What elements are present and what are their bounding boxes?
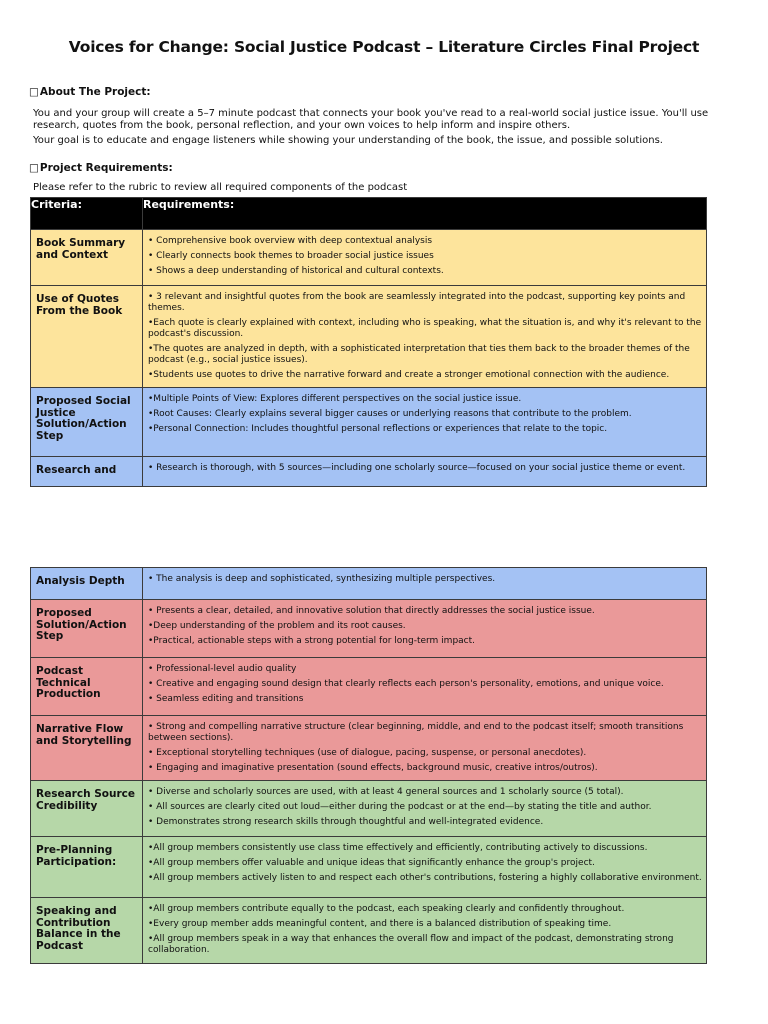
criteria-cell: Research and	[31, 457, 143, 487]
page-title: Voices for Change: Social Justice Podcast – Literature Circles Final Project	[68, 38, 700, 56]
requirement-item: • Shows a deep understanding of historical and cultural contexts.	[148, 266, 444, 276]
square-glyph-icon: □	[29, 162, 39, 174]
rubric-table-part-2	[30, 567, 707, 964]
criteria-cell: Book Summary and Context	[31, 230, 143, 286]
about-paragraph-1: You and your group will create a 5–7 minute podcast that connects your book you've read to a real-world social justice issue. You'll use research, quotes from the book, personal reflection, and your own voices to help inform and inspire others.	[33, 108, 709, 131]
table-row	[31, 457, 707, 487]
table-row	[31, 716, 707, 781]
requirement-item: •All group members offer valuable and unique ideas that significantly enhance the group's project.	[148, 858, 595, 868]
requirements-cell	[143, 837, 707, 898]
criteria-header: Criteria:	[31, 198, 143, 230]
table-row	[31, 388, 707, 457]
table-row	[31, 898, 707, 964]
table-row	[31, 568, 707, 600]
requirement-item: •Practical, actionable steps with a strong potential for long-term impact.	[148, 636, 476, 646]
criteria-cell: Proposed Solution/Action Step	[31, 600, 143, 658]
requirement-item: • All sources are clearly cited out loud—either during the podcast or at the end—by stating the title and author.	[148, 802, 652, 812]
requirement-item: • 3 relevant and insightful quotes from the book are seamlessly integrated into the podcast, supporting key points and themes.	[148, 292, 686, 313]
requirements-cell	[143, 568, 707, 600]
rubric-note: Please refer to the rubric to review all required components of the podcast	[33, 182, 408, 193]
requirements-cell	[143, 716, 707, 781]
requirements-cell	[143, 898, 707, 964]
requirements-cell	[143, 286, 707, 388]
criteria-cell: Speaking and Contribution Balance in the Podcast	[31, 898, 143, 964]
table-row	[31, 837, 707, 898]
requirement-item: •Personal Connection: Includes thoughtful personal reflections or experiences that relate to the topic.	[148, 424, 608, 434]
table-row	[31, 286, 707, 388]
about-paragraph-2: Your goal is to educate and engage listeners while showing your understanding of the book, the issue, and possible solutions.	[33, 135, 663, 146]
requirements-cell	[143, 781, 707, 837]
requirement-item: • Demonstrates strong research skills through thoughtful and well-integrated evidence.	[148, 817, 544, 827]
requirements-cell	[143, 658, 707, 716]
requirement-item: •Deep understanding of the problem and its root causes.	[148, 621, 406, 631]
requirement-item: •Every group member adds meaningful content, and there is a balanced distribution of speaking time.	[148, 919, 612, 929]
table-row	[31, 230, 707, 286]
requirement-item: • Clearly connects book themes to broader social justice issues	[148, 251, 434, 261]
requirements-cell	[143, 457, 707, 487]
requirements-cell	[143, 230, 707, 286]
criteria-cell: Proposed Social Justice Solution/Action Step	[31, 388, 143, 457]
about-heading	[29, 86, 151, 98]
criteria-cell: Narrative Flow and Storytelling	[31, 716, 143, 781]
requirements-cell	[143, 388, 707, 457]
criteria-cell: Analysis Depth	[31, 568, 143, 600]
requirement-item: • Exceptional storytelling techniques (use of dialogue, pacing, suspense, or personal anecdotes).	[148, 748, 587, 758]
table-row	[31, 600, 707, 658]
requirement-item: •Root Causes: Clearly explains several bigger causes or underlying reasons that contribute to the problem.	[148, 409, 632, 419]
requirement-item: • Strong and compelling narrative structure (clear beginning, middle, and end to the podcast itself; smooth transitions between sections).	[148, 722, 684, 743]
requirement-item: •The quotes are analyzed in depth, with a sophisticated interpretation that ties them back to the broader themes of the podcast (e.g., social justice issues).	[148, 344, 690, 365]
table-row	[31, 781, 707, 837]
criteria-cell: Pre-Planning Participation:	[31, 837, 143, 898]
table-header-row	[31, 198, 707, 230]
requirement-item: •All group members consistently use class time effectively and efficiently, contributing actively to discussions.	[148, 843, 648, 853]
rubric-table-part-1	[30, 197, 707, 487]
square-glyph-icon: □	[29, 86, 39, 98]
requirements-header: Requirements:	[143, 198, 707, 230]
requirement-item: • Professional-level audio quality	[148, 664, 297, 674]
about-heading-text: About The Project:	[39, 86, 151, 98]
requirement-item: •Each quote is clearly explained with context, including who is speaking, what the situation is, and why it's relevant to the podcast's discussion.	[148, 318, 702, 339]
requirement-item: •All group members actively listen to and respect each other's contributions, fostering a highly collaborative environment.	[148, 873, 702, 883]
requirement-item: • The analysis is deep and sophisticated, synthesizing multiple perspectives.	[148, 574, 496, 584]
requirements-heading-text: Project Requirements:	[39, 162, 173, 174]
table-row	[31, 658, 707, 716]
requirement-item: • Comprehensive book overview with deep contextual analysis	[148, 236, 433, 246]
criteria-cell: Podcast Technical Production	[31, 658, 143, 716]
requirement-item: •Multiple Points of View: Explores different perspectives on the social justice issue.	[148, 394, 522, 404]
requirement-item: • Presents a clear, detailed, and innovative solution that directly addresses the social justice issue.	[148, 606, 595, 616]
requirement-item: • Seamless editing and transitions	[148, 694, 304, 704]
requirement-item: • Diverse and scholarly sources are used, with at least 4 general sources and 1 scholarly source (5 total).	[148, 787, 624, 797]
requirements-cell	[143, 600, 707, 658]
requirements-heading	[29, 162, 173, 174]
requirement-item: •All group members speak in a way that enhances the overall flow and impact of the podcast, demonstrating strong collaboration.	[148, 934, 674, 955]
criteria-cell: Use of Quotes From the Book	[31, 286, 143, 388]
requirement-item: • Research is thorough, with 5 sources—including one scholarly source—focused on your social justice theme or event.	[148, 463, 686, 473]
requirement-item: • Engaging and imaginative presentation (sound effects, background music, creative intros/outros).	[148, 763, 598, 773]
requirement-item: • Creative and engaging sound design that clearly reflects each person's personality, emotions, and unique voice.	[148, 679, 664, 689]
requirement-item: •All group members contribute equally to the podcast, each speaking clearly and confidently throughout.	[148, 904, 625, 914]
criteria-cell: Research Source Credibility	[31, 781, 143, 837]
requirement-item: •Students use quotes to drive the narrative forward and create a stronger emotional connection with the audience.	[148, 370, 670, 380]
